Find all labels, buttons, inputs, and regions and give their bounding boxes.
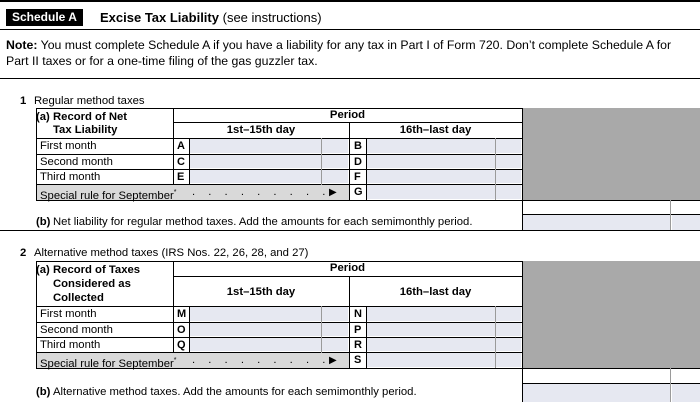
section2-letter-n: N (354, 308, 362, 320)
section1-row1-label: First month (40, 140, 97, 152)
schedule-title-bold: Excise Tax Liability (100, 10, 219, 25)
section2-total-cents[interactable] (672, 384, 700, 402)
section2-field-m-cents[interactable] (322, 307, 348, 321)
section2-field-r[interactable] (367, 338, 495, 351)
section1-row3-label: Third month (40, 171, 101, 183)
section1-field-b[interactable] (367, 139, 495, 153)
section2-special-label (40, 354, 176, 371)
section2-letter-q: Q (177, 339, 186, 351)
section1-number: 1 (20, 95, 27, 107)
section1-special-mark: * (173, 189, 177, 196)
section2-title-text: Alternative method taxes (IRS Nos. 22, 26, 28, and 27) (34, 247, 309, 259)
section2-field-o[interactable] (190, 323, 321, 336)
section1-field-f[interactable] (367, 170, 495, 183)
section1-letter-d: D (354, 156, 362, 168)
section2-title (20, 247, 420, 260)
section1-period-label: Period (329, 109, 366, 121)
section1-field-e-cents[interactable] (322, 170, 348, 183)
section2-field-s[interactable] (367, 353, 495, 367)
section2-period-label: Period (329, 262, 366, 274)
section2-letter-o: O (177, 324, 186, 336)
section1-field-g[interactable] (367, 185, 495, 199)
section2-a-title-line3: Collected (53, 292, 104, 304)
section1-special-dots: . . . . . . . . . (192, 186, 331, 198)
section1-a-title-line2: Tax Liability (53, 124, 118, 136)
section2-field-q-cents[interactable] (322, 338, 348, 351)
section1-field-c[interactable] (190, 155, 321, 168)
section1-field-f-cents[interactable] (496, 170, 521, 183)
section1-title-text: Regular method taxes (34, 95, 145, 107)
section2-arrow-icon: ▶ (329, 355, 337, 366)
section1-col2-label: 16th–last day (399, 124, 472, 136)
section2-a-title-line2: Considered as (53, 278, 131, 290)
section2-row1-label: First month (40, 308, 97, 320)
section2-field-o-cents[interactable] (322, 323, 348, 336)
section2-field-r-cents[interactable] (496, 338, 521, 351)
section2-col2-label: 16th–last day (399, 286, 472, 298)
schedule-title-rest: (see instructions) (222, 10, 322, 25)
section2-special-dots: . . . . . . . . . (192, 354, 331, 366)
section2-special-mark: * (173, 357, 177, 364)
section2-field-n[interactable] (367, 307, 495, 321)
section1-letter-a: A (177, 140, 185, 152)
section1-title (20, 95, 320, 108)
section2-letter-s: S (354, 354, 362, 366)
section2-letter-r: R (354, 339, 362, 351)
section1-row2-label: Second month (40, 156, 113, 168)
section1-special-text: Special rule for September (40, 189, 174, 202)
section2-a-title-line1: Record of Taxes (53, 264, 141, 276)
section1-field-c-cents[interactable] (322, 155, 348, 168)
section1-letter-f: F (354, 171, 361, 183)
section1-col1-label: 1st–15th day (226, 124, 296, 136)
section1-letter-g: G (354, 186, 363, 198)
section1-total-cents[interactable] (672, 215, 700, 230)
section2-row3-label: Third month (40, 339, 101, 351)
section2-field-s-cents[interactable] (496, 353, 521, 367)
section1-arrow-icon: ▶ (329, 187, 337, 198)
section1-gray-block (522, 108, 700, 200)
section2-total-field[interactable] (523, 384, 670, 402)
section1-field-a[interactable] (190, 139, 321, 153)
note-text: You must complete Schedule A if you have a liability for any tax in Part I of Form 720. Don’t complete Schedule A for Part II taxes or for a one-time filing of the gas guzzler tax. (6, 38, 672, 68)
section2-gray-block (522, 261, 700, 368)
section2-row2-label: Second month (40, 324, 113, 336)
section1-field-d-cents[interactable] (496, 155, 521, 168)
section2-special-text: Special rule for September (40, 357, 174, 370)
schedule-title (100, 10, 322, 26)
section1-field-a-cents[interactable] (322, 139, 348, 153)
section1-b-label: (b) (36, 216, 51, 228)
section1-field-d[interactable] (367, 155, 495, 168)
section1-total-field[interactable] (523, 215, 670, 230)
section1-letter-e: E (177, 171, 185, 183)
note-label: Note: (6, 38, 38, 52)
section2-col1-label: 1st–15th day (226, 286, 296, 298)
section2-field-m[interactable] (190, 307, 321, 321)
section2-field-p-cents[interactable] (496, 323, 521, 336)
section2-b-text: Alternative method taxes. Add the amounts for each semimonthly period. (53, 386, 417, 398)
section1-field-e[interactable] (190, 170, 321, 183)
section2-letter-p: P (354, 324, 362, 336)
section2-b-label: (b) (36, 386, 51, 398)
note-paragraph (6, 38, 696, 69)
section2-a-label: (a) (36, 264, 50, 276)
section1-a-title-line1: Record of Net (53, 111, 128, 123)
schedule-badge: Schedule A (6, 9, 83, 26)
section1-a-label: (a) (36, 111, 50, 123)
section2-field-n-cents[interactable] (496, 307, 521, 321)
section1-letter-b: B (354, 140, 362, 152)
note-divider (0, 78, 700, 79)
section2-field-p[interactable] (367, 323, 495, 336)
section1-field-g-cents[interactable] (496, 185, 521, 199)
schedule-header (0, 0, 700, 30)
section2-field-q[interactable] (190, 338, 321, 351)
section1-special-label (40, 186, 176, 203)
section2-letter-m: M (177, 308, 187, 320)
section1-b-text: Net liability for regular method taxes. Add the amounts for each semimonthly period. (53, 216, 473, 228)
section1-field-b-cents[interactable] (496, 139, 521, 153)
section1-letter-c: C (177, 156, 185, 168)
section2-number: 2 (20, 247, 27, 259)
